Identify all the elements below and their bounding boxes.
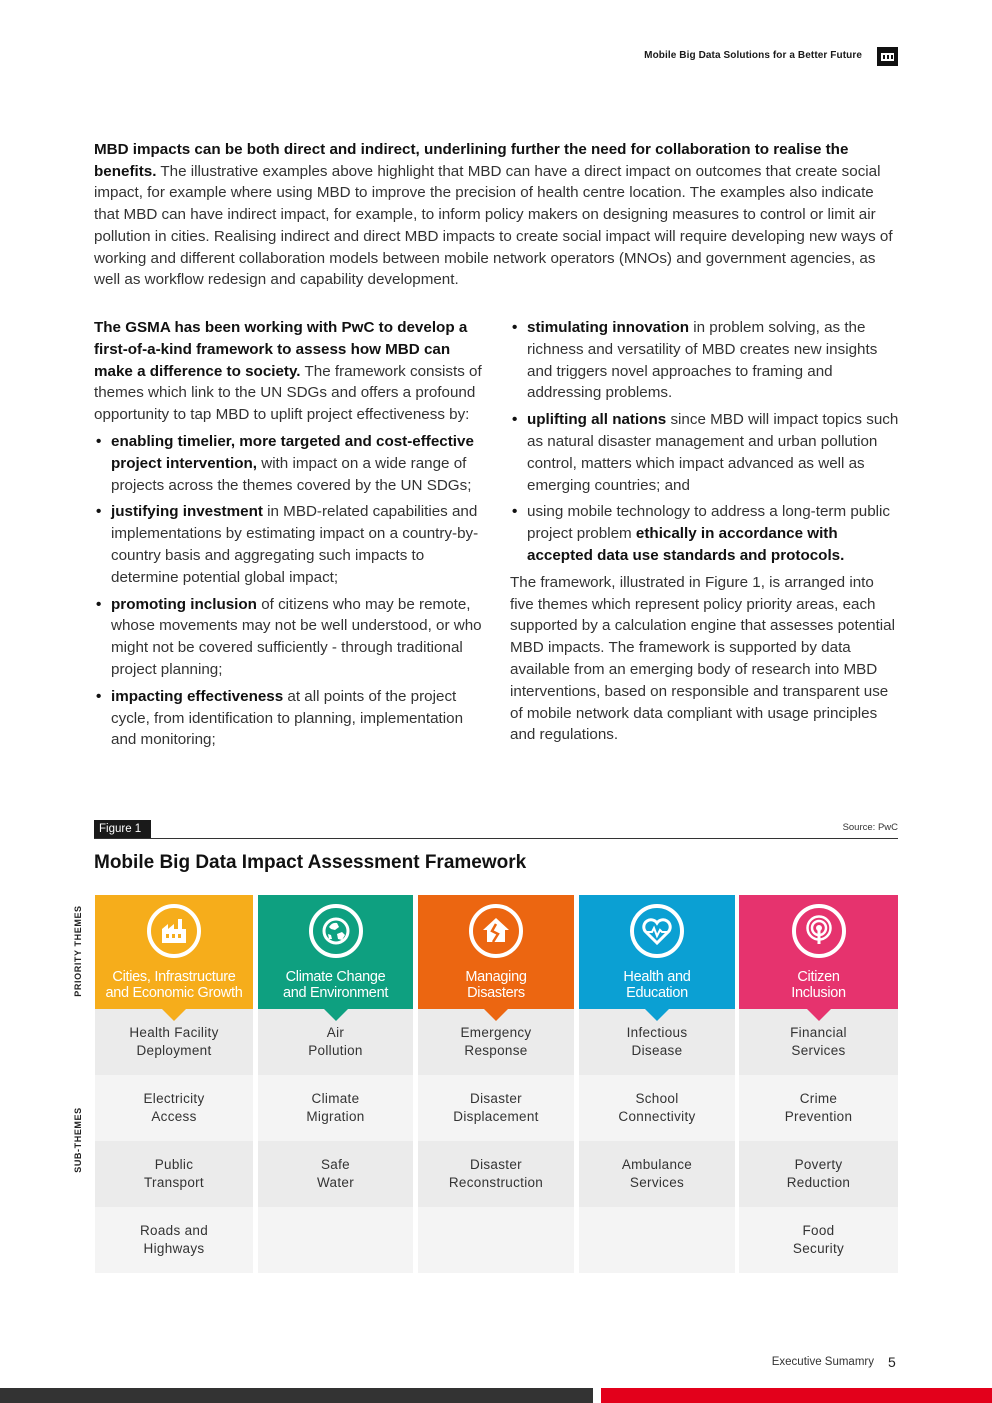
sub-theme: Disaster Reconstruction xyxy=(418,1141,574,1207)
list-item-text: at all points of the project cycle, from identification to planning, implementation and monitoring; xyxy=(111,687,464,749)
priority-themes-label: PRIORITY THEMES xyxy=(73,905,83,997)
theme-header xyxy=(95,895,253,1009)
sub-theme: Disaster Displacement xyxy=(418,1075,574,1141)
theme-name: Cities, Infrastructure and Economic Growth xyxy=(105,969,243,1001)
intro-text: The illustrative examples above highlight that MBD can have a direct impact on outcomes that create social impact, for example where using MBD to improve the precision of health centre location. The examples also indicate that MBD can have indirect impact, for example, to inform policy makers on designing measures to control or limit air pollution in cities. Realising indirect and direct MBD impacts to create social impact will require developing new ways of working and different collaboration models between mobile network operators (MNOs) and government agencies, as well as workflow redesign and capability development. xyxy=(94,162,893,289)
list-item-text: since MBD will impact topics such as natural disaster management and urban pollution control, matters which impact advanced as well as emerging countries; and xyxy=(527,411,899,494)
benefits-list-continued xyxy=(510,317,900,567)
list-item xyxy=(94,594,486,681)
theme-arrow xyxy=(807,1009,831,1021)
theme-header xyxy=(258,895,413,1009)
theme-name: Climate Change and Environment xyxy=(282,969,389,1001)
page-number: 5 xyxy=(888,1354,896,1370)
list-item-bold: enabling timelier, more targeted and cost-effective project intervention, xyxy=(111,432,474,472)
broadcast-icon xyxy=(792,904,846,958)
right-column xyxy=(510,317,900,751)
footer-bar-dark xyxy=(0,1388,593,1403)
theme-name: Managing Disasters xyxy=(465,969,527,1001)
sub-theme: Poverty Reduction xyxy=(739,1141,898,1207)
framework-paragraph xyxy=(94,317,486,426)
sub-theme: Crime Prevention xyxy=(739,1075,898,1141)
sub-theme: Health Facility Deployment xyxy=(95,1009,253,1075)
theme-column-climate xyxy=(258,895,413,1273)
theme-arrow xyxy=(645,1009,669,1021)
list-item-bold: stimulating innovation xyxy=(527,319,689,336)
theme-column-cities xyxy=(95,895,253,1273)
theme-arrow xyxy=(162,1009,186,1021)
sub-theme: Financial Services xyxy=(739,1009,898,1075)
factory-icon xyxy=(147,904,201,958)
sub-theme: School Connectivity xyxy=(579,1075,735,1141)
book-icon xyxy=(877,47,898,66)
list-item-bold: ethically in accordance with accepted data use standards and protocols. xyxy=(527,525,845,564)
footer-section: Executive Sumamry xyxy=(771,1356,874,1368)
theme-header xyxy=(418,895,574,1009)
theme-name: Citizen Inclusion xyxy=(791,969,846,1001)
sub-themes-label: SUB-THEMES xyxy=(73,1107,83,1173)
sub-theme: Ambulance Services xyxy=(579,1141,735,1207)
heart-pulse-icon xyxy=(630,904,684,958)
figure-divider xyxy=(94,838,898,839)
sub-theme xyxy=(258,1207,413,1273)
theme-arrow xyxy=(484,1009,508,1021)
list-item xyxy=(510,409,900,496)
sub-theme: Air Pollution xyxy=(258,1009,413,1075)
figure-label: Figure 1 xyxy=(94,820,151,839)
sub-theme: Public Transport xyxy=(95,1141,253,1207)
list-item-text: with impact on a wide range of projects across the themes covered by the UN SDGs; xyxy=(111,454,472,494)
sub-theme: Infectious Disease xyxy=(579,1009,735,1075)
figure-title: Mobile Big Data Impact Assessment Framework xyxy=(94,852,527,873)
running-header: Mobile Big Data Solutions for a Better Future xyxy=(644,50,862,61)
list-item-bold: justifying investment xyxy=(111,503,263,521)
sub-theme: Electricity Access xyxy=(95,1075,253,1141)
list-item xyxy=(510,501,900,566)
list-item-text: of citizens who may be remote, whose movements may not be well understood, or who might not be covered sufficiently - through traditional project planning; xyxy=(111,595,482,678)
list-item-bold: impacting effectiveness xyxy=(111,687,284,705)
sub-theme: Roads and Highways xyxy=(95,1207,253,1273)
theme-header xyxy=(739,895,898,1009)
left-column xyxy=(94,317,486,756)
list-item-text: in MBD-related capabilities and implementations by estimating impact on a country-by-country basis and aggregating such impacts to determine potential global impact; xyxy=(111,503,479,586)
intro-bold: MBD impacts can be both direct and indirect, underlining further the need for collaboration to realise the benefits. xyxy=(94,141,849,180)
sub-theme xyxy=(579,1207,735,1273)
theme-column-citizen xyxy=(739,895,898,1273)
sub-theme xyxy=(418,1207,574,1273)
theme-arrow xyxy=(324,1009,348,1021)
list-item-pre: using mobile technology to address a long-term public project problem xyxy=(527,503,891,543)
list-item-bold: uplifting all nations xyxy=(527,411,667,429)
framework-text: The framework consists of themes which link to the UN SDGs and offers a profound opportunity to tap MBD to uplift project effectiveness by: xyxy=(94,362,482,424)
sub-theme: Safe Water xyxy=(258,1141,413,1207)
sub-theme: Emergency Response xyxy=(418,1009,574,1075)
figure-source: Source: PwC xyxy=(842,822,898,833)
theme-header xyxy=(579,895,735,1009)
globe-recycle-icon xyxy=(309,904,363,958)
damaged-house-icon xyxy=(469,904,523,958)
closing-paragraph: The framework, illustrated in Figure 1, is arranged into five themes which represent policy priority areas, each supported by a calculation engine that assesses potential MBD impacts. The framework is supported by data available from an emerging body of research into MBD interventions, based on responsible and transparent use of mobile network data compliant with usage principles and regulations. xyxy=(510,573,896,744)
benefits-list xyxy=(94,431,486,751)
framework-bold: The GSMA has been working with PwC to develop a first-of-a-kind framework to assess how MBD can make a difference to society. xyxy=(94,319,468,380)
sub-theme: Climate Migration xyxy=(258,1075,413,1141)
list-item xyxy=(94,431,486,496)
list-item-text: in problem solving, as the richness and versatility of MBD creates new insights and triggers novel approaches to framing and addressing problems. xyxy=(527,319,878,402)
theme-column-health xyxy=(579,895,735,1273)
list-item xyxy=(94,501,486,588)
theme-column-disasters xyxy=(418,895,574,1273)
sub-theme: Food Security xyxy=(739,1207,898,1273)
theme-name: Health and Education xyxy=(623,969,691,1001)
list-item xyxy=(94,686,486,751)
footer-bar-red xyxy=(601,1388,992,1403)
intro-paragraph xyxy=(94,139,899,291)
list-item-bold: promoting inclusion xyxy=(111,595,257,613)
list-item xyxy=(510,317,900,404)
